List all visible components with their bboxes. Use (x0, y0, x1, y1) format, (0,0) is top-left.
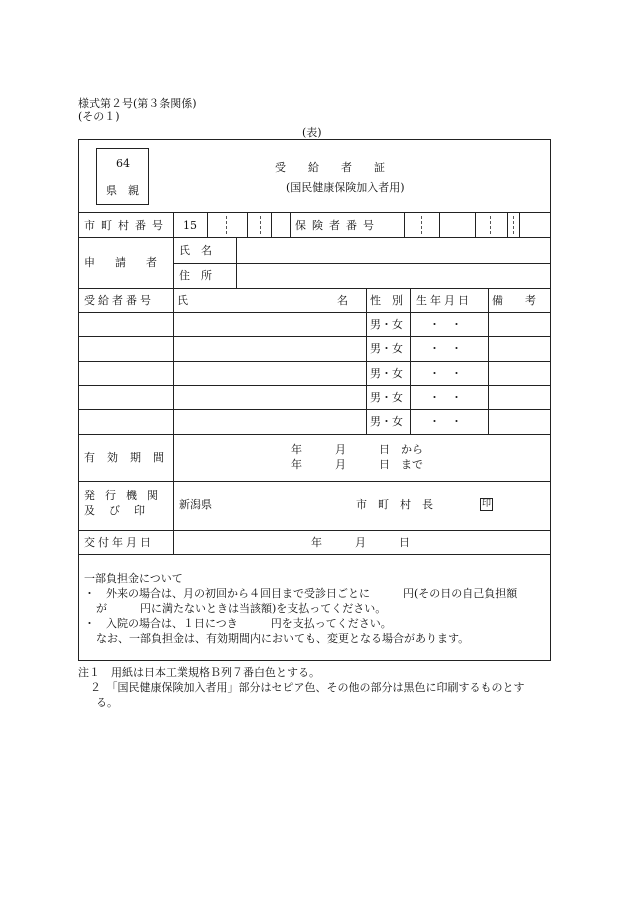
rule (79, 530, 550, 531)
insurer-number-label: 保険者番号 (295, 219, 380, 232)
municipality-number-label: 市町村番号 (84, 219, 169, 232)
rule (79, 385, 550, 386)
rule (513, 216, 514, 234)
rule (79, 409, 550, 410)
rule (404, 212, 405, 237)
certificate-subtitle: (国民健康保険加入者用) (286, 181, 405, 194)
seal-mark: 印 (481, 499, 491, 509)
rule (79, 554, 550, 555)
rule (247, 212, 248, 237)
validity-label: 有効期間 (84, 451, 176, 464)
surname-label: 氏 (177, 294, 188, 307)
rule (260, 216, 261, 234)
mayor-label: 市町村長 (356, 498, 444, 511)
note-2-cont: る。 (96, 696, 118, 709)
date-placeholder: ・ ・ (429, 342, 462, 355)
rule (79, 336, 550, 337)
rule (271, 212, 272, 237)
recipient-certificate-form (78, 139, 551, 661)
issuer-label-line1: 発行機関 (84, 489, 168, 502)
sex-option: 男・女 (370, 391, 403, 404)
issuer-prefecture: 新潟県 (179, 498, 212, 511)
address-label: 住 所 (179, 269, 212, 282)
issuer-label-line2: 及び印 (84, 504, 159, 517)
rule (519, 212, 520, 237)
date-placeholder: ・ ・ (429, 367, 462, 380)
issue-date-value: 年 月 日 (311, 536, 410, 549)
prefecture-code-label: 県 親 (106, 184, 139, 197)
sex-option: 男・女 (370, 415, 403, 428)
valid-to: 年 月 日 まで (291, 458, 423, 471)
rule (421, 216, 422, 234)
date-placeholder: ・ ・ (429, 415, 462, 428)
copay-note: なお、一部負担金は、有効期間内においても、変更となる場合があります。 (96, 632, 470, 645)
rule (79, 237, 550, 238)
rule (79, 212, 550, 213)
note-2: ２ 「国民健康保険加入者用」部分はセピア色、その他の部分は黒色に印刷するものとす (90, 681, 525, 694)
copay-outpatient-cont: が 円に満たないときは当該額)を支払ってください。 (96, 602, 387, 615)
rule (410, 288, 411, 434)
rule (79, 288, 550, 289)
sex-option: 男・女 (370, 318, 403, 331)
certificate-title: 受 給 者 証 (275, 161, 385, 174)
copay-heading: 一部負担金について (84, 572, 183, 585)
prefecture-code: 64 (116, 157, 130, 170)
form-subnumber: (その１) (78, 110, 120, 123)
rule (507, 212, 508, 237)
rule (79, 312, 550, 313)
recipient-number-label: 受給者番号 (84, 294, 154, 307)
face-label: (表) (302, 126, 322, 139)
rule (475, 212, 476, 237)
birthdate-label: 生年月日 (416, 294, 472, 307)
issue-date-label: 交付年月日 (84, 536, 154, 549)
rule (79, 481, 550, 482)
rule (236, 237, 237, 288)
note-1: 注１ 用紙は日本工業規格Ｂ列７番白色とする。 (78, 666, 320, 679)
rule (226, 216, 227, 234)
form-number: 様式第２号(第３条関係) (78, 97, 197, 110)
given-name-label: 名 (337, 294, 348, 307)
copay-inpatient: ・ 入院の場合は、１日につき 円を支払ってください。 (84, 617, 392, 630)
date-placeholder: ・ ・ (429, 318, 462, 331)
copay-outpatient: ・ 外来の場合は、月の初回から４回目まで受診日ごとに 円(その日の自己負担額 (84, 587, 518, 600)
rule (290, 212, 291, 237)
remarks-label: 備 考 (492, 294, 536, 307)
rule (79, 434, 550, 435)
rule (173, 263, 550, 264)
rule (79, 361, 550, 362)
rule (366, 288, 367, 434)
date-placeholder: ・ ・ (429, 391, 462, 404)
rule (207, 212, 208, 237)
name-label: 氏 名 (179, 244, 212, 257)
sex-option: 男・女 (370, 367, 403, 380)
municipality-number-value: 15 (183, 219, 197, 232)
sex-label: 性 別 (370, 294, 403, 307)
rule (439, 212, 440, 237)
rule (490, 216, 491, 234)
valid-from: 年 月 日 から (291, 443, 423, 456)
sex-option: 男・女 (370, 342, 403, 355)
rule (488, 288, 489, 434)
applicant-label: 申請者 (84, 256, 177, 269)
